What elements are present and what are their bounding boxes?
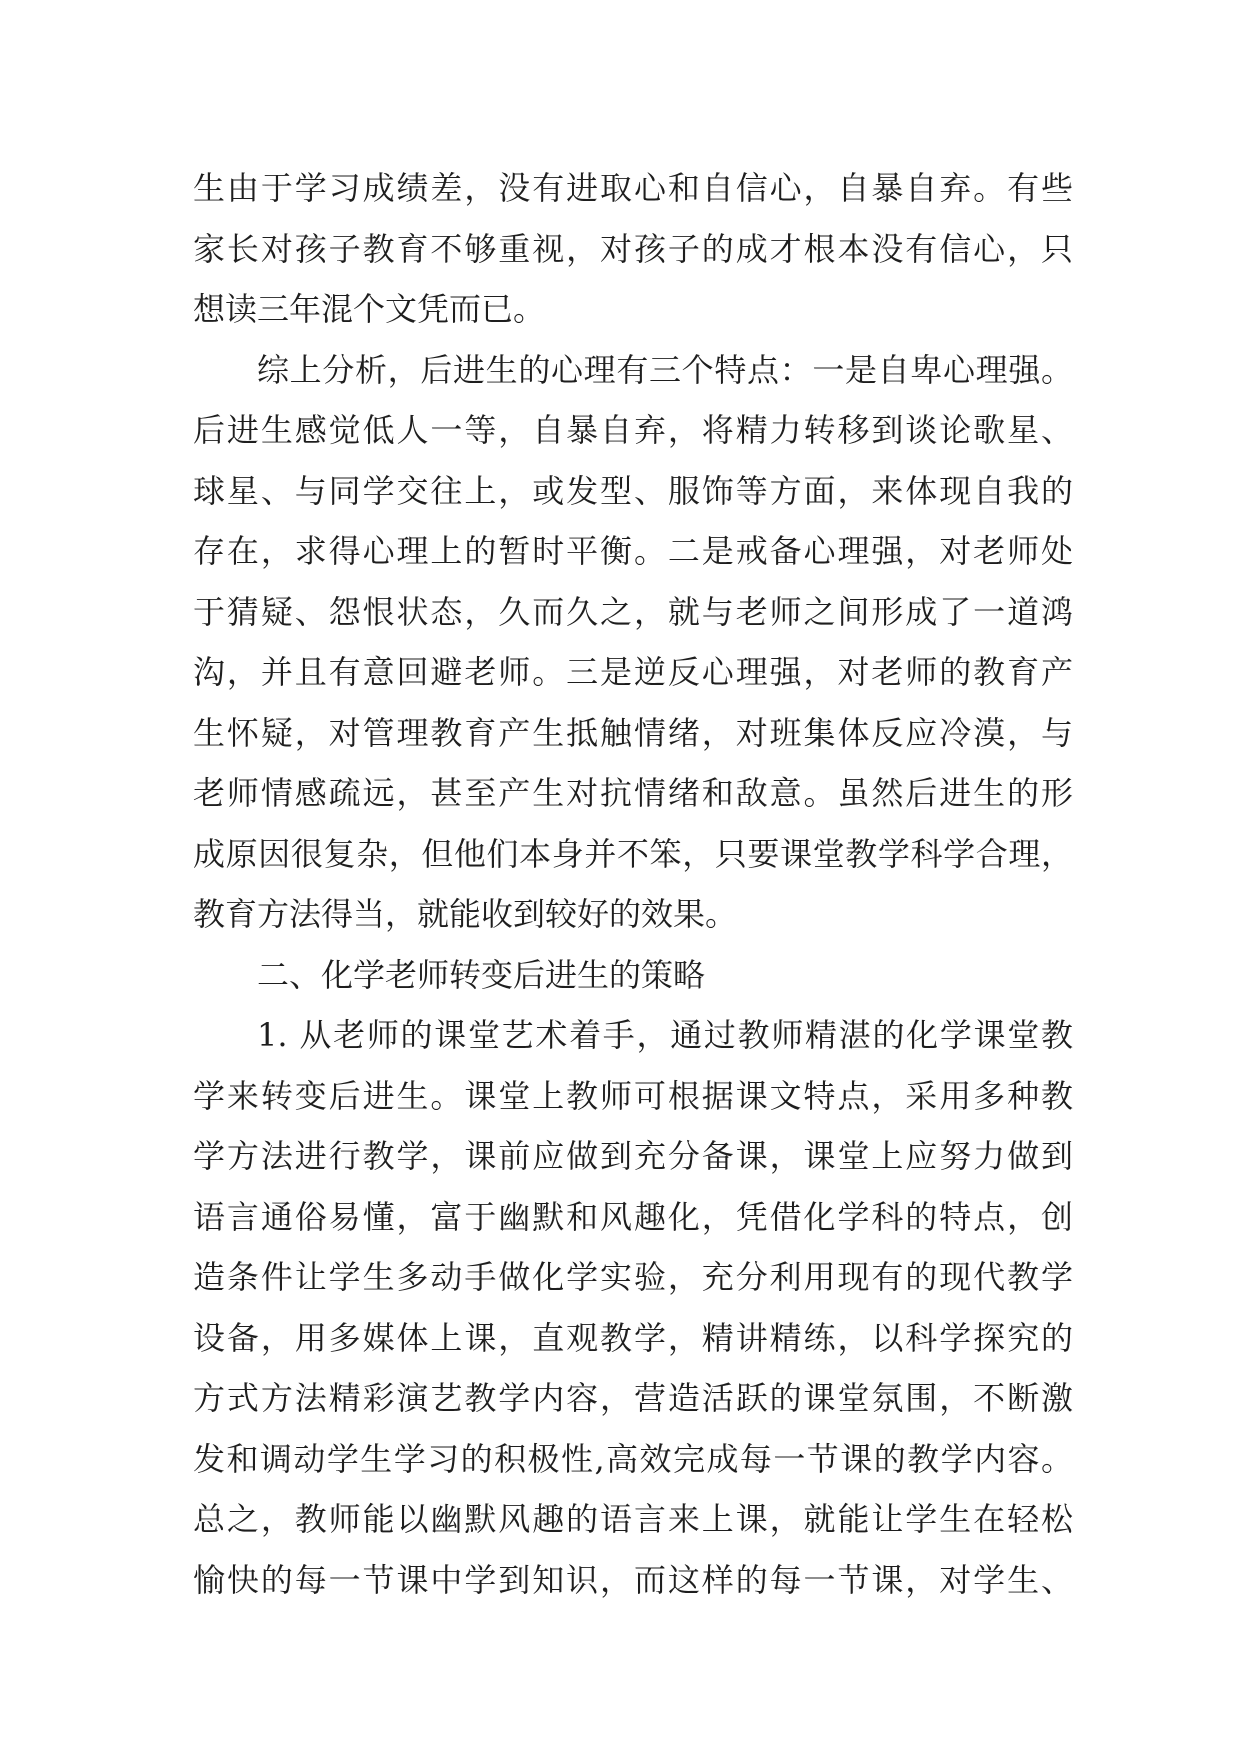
text-line: 学来转变后进生。课堂上教师可根据课文特点，采用多种教 <box>193 1076 1073 1115</box>
text-line: 想读三年混个文凭而已。 <box>193 290 546 328</box>
text-line: 后进生感觉低人一等，自暴自弃，将精力转移到谈论歌星、 <box>193 411 1073 449</box>
body-text <box>193 158 1073 1610</box>
text-line: 存在，求得心理上的暂时平衡。二是戒备心理强，对老师处 <box>193 532 1073 570</box>
text-line: 生由于学习成绩差，没有进取心和自信心，自暴自弃。有些 <box>193 169 1073 207</box>
text-line: 语言通俗易懂，富于幽默和风趣化，凭借化学科的特点，创 <box>193 1197 1073 1236</box>
text-line: 造条件让学生多动手做化学实验，充分利用现有的现代教学 <box>193 1258 1073 1296</box>
text-line: 家长对孩子教育不够重视，对孩子的成才根本没有信心，只 <box>193 229 1073 268</box>
text-line: 老师情感疏远，甚至产生对抗情绪和敌意。虽然后进生的形 <box>193 774 1073 812</box>
text-line: 沟，并且有意回避老师。三是逆反心理强，对老师的教育产 <box>193 653 1073 691</box>
text-line: 教育方法得当，就能收到较好的效果。 <box>193 895 738 933</box>
text-line: 愉快的每一节课中学到知识，而这样的每一节课，对学生、 <box>193 1560 1073 1599</box>
text-line: 于猜疑、怨恨状态，久而久之，就与老师之间形成了一道鸿 <box>193 592 1073 631</box>
text-line: 球星、与同学交往上，或发型、服饰等方面，来体现自我的 <box>193 471 1073 510</box>
text-line: 学方法进行教学，课前应做到充分备课，课堂上应努力做到 <box>193 1137 1073 1175</box>
text-line: 设备，用多媒体上课，直观教学，精讲精练，以科学探究的 <box>193 1318 1073 1357</box>
text-line: 综上分析，后进生的心理有三个特点：一是自卑心理强。 <box>257 350 1073 389</box>
text-line: 发和调动学生学习的积极性,高效完成每一节课的教学内容。 <box>193 1439 1073 1478</box>
text-line: 总之，教师能以幽默风趣的语言来上课，就能让学生在轻松 <box>193 1500 1073 1538</box>
text-line: 生怀疑，对管理教育产生抵触情绪，对班集体反应冷漠，与 <box>193 713 1073 752</box>
text-line: 二、化学老师转变后进生的策略 <box>257 955 706 994</box>
text-line: 成原因很复杂，但他们本身并不笨，只要课堂教学科学合理， <box>193 834 1073 873</box>
text-line: 1. 从老师的课堂艺术着手，通过教师精湛的化学课堂教 <box>257 1016 1073 1054</box>
text-line: 方式方法精彩演艺教学内容，营造活跃的课堂氛围，不断激 <box>193 1379 1073 1417</box>
